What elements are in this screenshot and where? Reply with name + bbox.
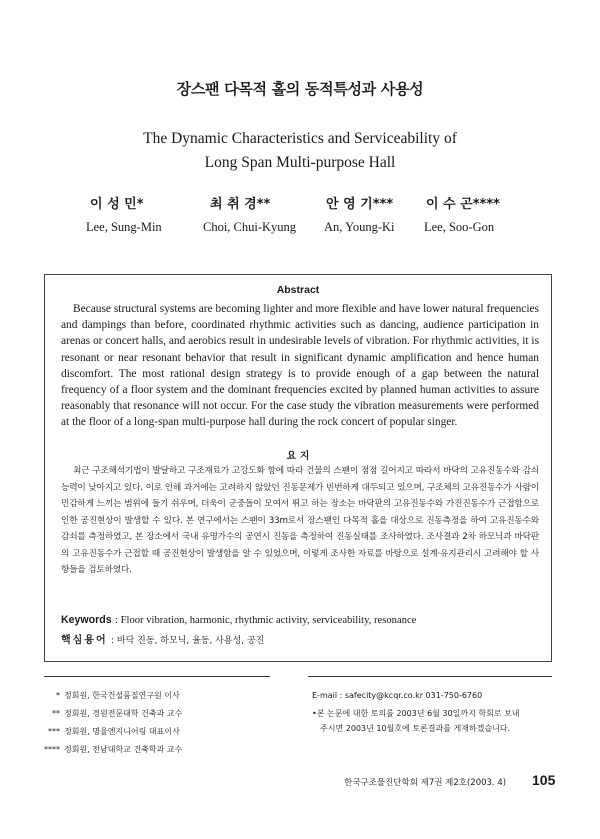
title-korean: 장스팬 다목적 홀의 동적특성과 사용성 [176,80,424,98]
author-1-name-en: Lee, Sung-Min [86,220,162,234]
footnote-3-text: 정회원, 명율엔지니어링 대표이사 [64,727,180,736]
footnote-2-text: 정회원, 경원전문대학 건축과 교수 [64,709,183,718]
footnote-divider-right [308,676,552,677]
abstract-text: Because structural systems are becoming lighter and more flexible and have lower natural frequencies and dampings than before, coordinated rhythmic activities such as dancing, audience participation in arenas or concert halls, and aerobics result in undesirable levels of vibration. For rhythmic activities, it is resonant or near resonant behavior that result in significant dynamic amplification and hence human discomfort. The most rational design strategy is to provide enough of a gap between the natural frequency of a floor system and the dominant frequencies excited by planned human activities to assure reasonably that resonance will not occur. For the case study the vibration measurements were performed at the floor of a long-span multi-purpose hall during the rock concert of popular singer. [61,303,539,429]
page-number: 105 [532,772,556,788]
author-3-name-en: An, Young-Ki [324,220,395,234]
keywords-english [61,614,416,626]
yoji-heading: 요 지 [286,451,310,462]
author-4-name-en: Lee, Soo-Gon [424,220,495,234]
footnote-2-mark: ** [52,709,60,718]
footnote-3-mark: *** [48,727,60,736]
journal-footer: 한국구조물진단학회 제7권 제2호(2003. 4) [344,778,507,788]
author-3-name-ko: 안 영 기*** [326,197,394,212]
keywords-ko-value: : 바닥 진동, 하모닉, 율동, 사용성, 공진 [111,636,265,646]
author-names-english [70,220,530,240]
footnote-4-text: 정회원, 전남대학교 건축학과 교수 [64,745,183,754]
discussion-note-line2: 주시면 2003년 10월호에 토론결과를 게재하겠습니다. [320,724,511,733]
title-english-line1: The Dynamic Characteristics and Serviceability of [143,130,457,147]
keywords-korean [61,631,264,646]
keywords-label: Keywords [61,614,112,626]
footnote-2 [44,708,182,719]
footnote-1-text: 정회원, 한국건설품질연구원 이사 [64,691,180,700]
author-1-name-ko: 이 성 민* [90,197,144,212]
author-2-name-en: Choi, Chui-Kyung [203,220,297,234]
abstract-heading: Abstract [276,284,320,296]
footnote-1-mark: * [56,691,60,700]
author-2-name-ko: 최 취 경** [210,197,271,212]
title-english-line2: Long Span Multi-purpose Hall [204,154,396,171]
contact-email: E-mail : safecity@kcqr.co.kr 031-750-6760 [312,691,483,700]
title-english [0,127,600,175]
author-names-korean [70,193,530,213]
author-4-name-ko: 이 수 곤**** [426,197,500,212]
footnote-1 [44,690,180,701]
footnote-4-mark: **** [44,745,60,754]
discussion-note-line1: •본 논문에 대한 토의를 2003년 6월 30일까지 학회로 보내 [312,709,520,718]
footnote-divider-left [44,676,270,677]
footnote-4 [44,744,182,755]
abstract-box [44,274,552,662]
keywords-value: : Floor vibration, harmonic, rhythmic activity, serviceability, resonance [115,615,417,626]
keywords-ko-label: 핵심용어 [61,635,108,646]
yoji-text: 최근 구조해석기법이 발달하고 구조재료가 고강도화 함에 따라 건물의 스팬이 점점 길어지고 따라서 바닥의 고유진동수와 감쇠능력이 낮아지고 있다. 이로 인해 과거에는 고려하지 않았던 진동문제가 빈번하게 대두되고 있으며, 구조체의 고유진동수가 사람이 민감하게 느끼는 범위에 들기 쉬우며, 더욱이 군중들이 모여서 뛰고 하는 장소는 바닥판의 고유진동수와 가진진동수가 근접함으로 인한 공진현상이 발생할 수 있다. 본 연구에서는 스팬이 33m로서 장스팬인 다목적 홀을 대상으로 진동측정을 하여 고유진동수와 감쇠를 측정하였고, 본 장소에서 국내 유명가수의 공연시 진동을 측정하여 진동실태를 조사하였다. 조사결과 2차 하모닉과 바닥판의 고유진동수가 근접할 때 공진현상이 발생함을 알 수 있었으며, 이렇게 조사한 자료를 바탕으로 설계·유지관리시 고려해야 할 사항들을 검토하였다. [61,466,539,575]
footnote-3 [44,726,180,737]
